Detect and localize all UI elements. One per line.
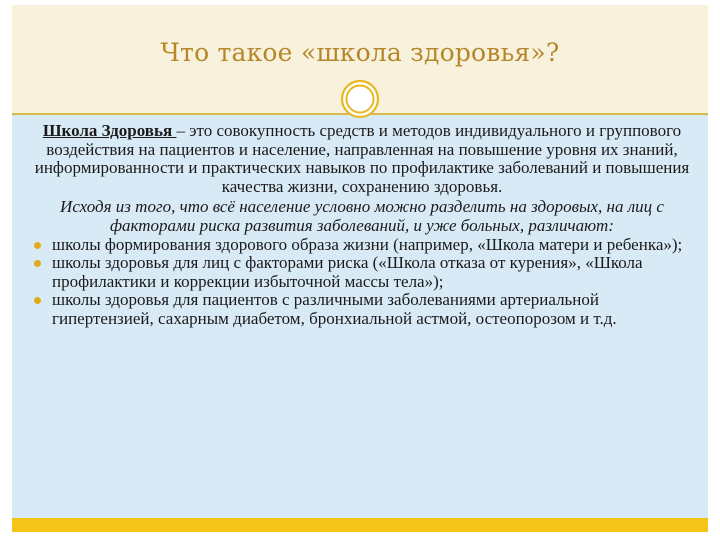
intro-paragraph: Исходя из того, что всё население условно можно разделить на здоровых, на лиц с факторами риска развития заболеваний, и уже больных, различают: — [60, 197, 664, 235]
list-item-text: школы здоровья для пациентов с различными заболеваниями артериальной гипертензией, сахарным диабетом, бронхиальной астмой, остеопорозом и т.д. — [52, 290, 617, 328]
list-item-text: школы формирования здорового образа жизни (например, «Школа матери и ребенка»); — [52, 234, 683, 254]
round-bullet-icon — [34, 242, 41, 249]
definition-term: Школа Здоровья — [42, 121, 177, 140]
definition-text: – это совокупность средств и методов индивидуального и группового воздействия на пациентов и население, направленная на повышение уровня их знаний, информированности и практических навыков по профилактике заболеваний и повышения качества жизни, сохранению здоровья. — [34, 121, 690, 196]
round-bullet-icon — [34, 260, 41, 267]
slide-body — [28, 122, 696, 329]
list-item — [28, 254, 696, 291]
definition-paragraph — [28, 122, 696, 196]
slide-title: Что такое «школа здоровья»? — [160, 38, 560, 67]
list-item — [28, 291, 696, 328]
double-ring-ornament-icon — [339, 78, 381, 120]
list-item-text: школы здоровья для лиц с факторами риска («Школа отказа от курения», «Школа профилактики и коррекции избыточной массы тела»); — [52, 253, 643, 291]
list-item — [28, 236, 696, 255]
round-bullet-icon — [34, 297, 41, 304]
bullet-list — [28, 236, 696, 329]
footer-band — [12, 518, 708, 532]
